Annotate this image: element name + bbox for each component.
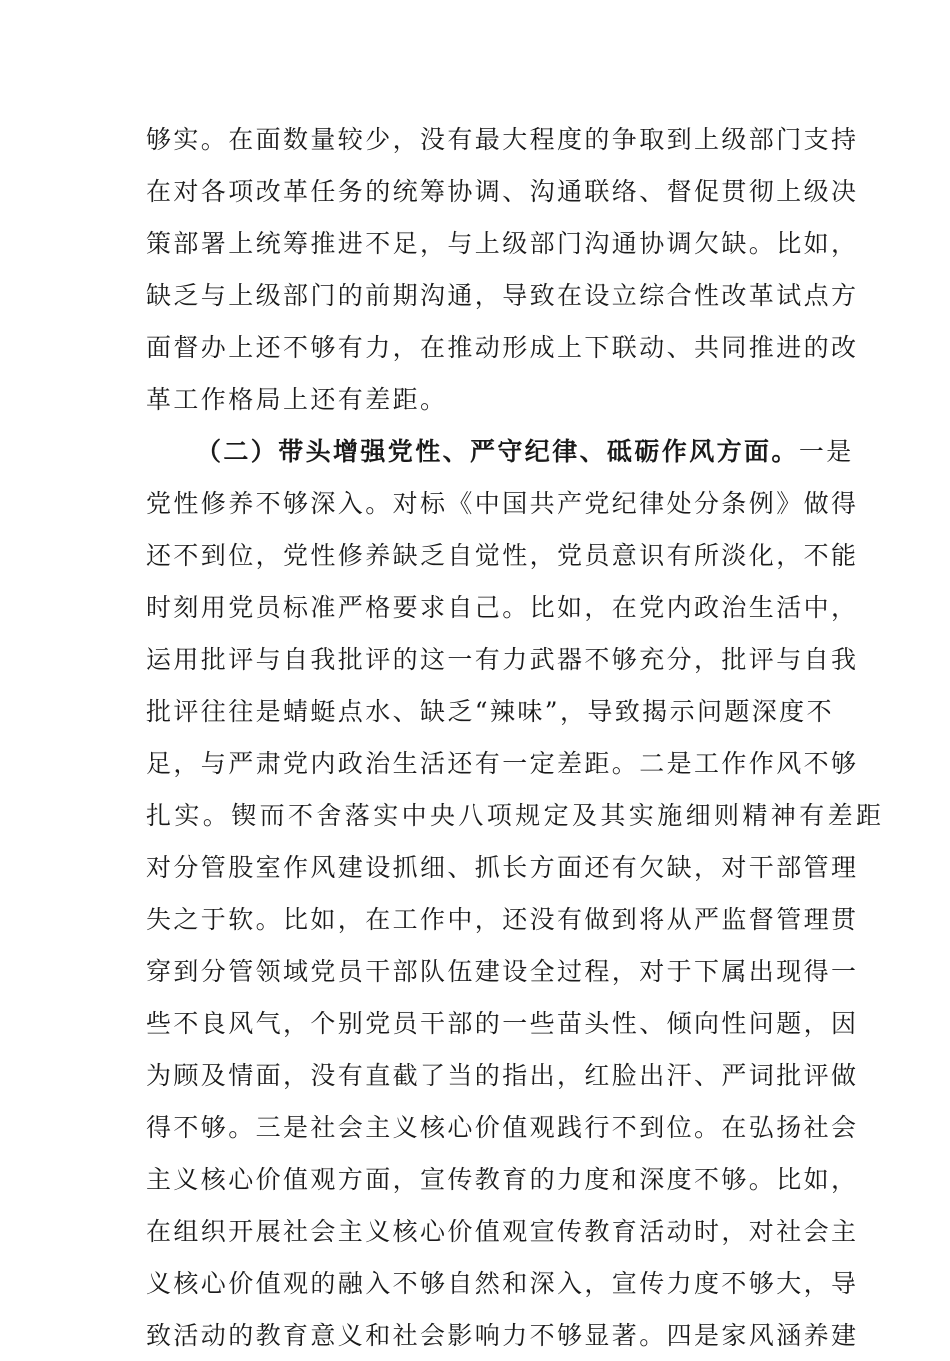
text-line: 些不良风气，个别党员干部的一些苗头性、倾向性问题，因 xyxy=(146,1009,859,1038)
section-heading-line xyxy=(196,427,854,477)
text-line: 够实。在面数量较少，没有最大程度的争取到上级部门支持 xyxy=(146,125,859,154)
section-heading: （二）带头增强党性、严守纪律、砥砺作风方面。 xyxy=(196,437,799,466)
text-line: 得不够。三是社会主义核心价值观践行不到位。在弘扬社会 xyxy=(146,1113,859,1142)
text-line: 足，与严肃党内政治生活还有一定差距。二是工作作风不够 xyxy=(146,749,859,778)
text-line: 党性修养不够深入。对标《中国共产党纪律处分条例》做得 xyxy=(146,489,859,518)
text-line: 致活动的教育意义和社会影响力不够显著。四是家风涵养建 xyxy=(146,1321,859,1350)
text-line: 缺乏与上级部门的前期沟通，导致在设立综合性改革试点方 xyxy=(146,281,859,310)
text-line: 为顾及情面，没有直截了当的指出，红脸出汗、严词批评做 xyxy=(146,1061,859,1090)
text-line: 还不到位，党性修养缺乏自觉性，党员意识有所淡化，不能 xyxy=(146,541,859,570)
text-line: 批评往往是蜻蜓点水、缺乏“辣味”，导致揭示问题深度不 xyxy=(146,697,834,726)
text-line: 运用批评与自我批评的这一有力武器不够充分，批评与自我 xyxy=(146,645,859,674)
heading-continuation: 一是 xyxy=(798,437,854,466)
text-line: 主义核心价值观方面，宣传教育的力度和深度不够。比如， xyxy=(146,1165,859,1194)
text-line: 穿到分管领域党员干部队伍建设全过程，对于下属出现得一 xyxy=(146,957,859,986)
text-line: 革工作格局上还有差距。 xyxy=(146,385,448,414)
text-line: 在组织开展社会主义核心价值观宣传教育活动时，对社会主 xyxy=(146,1217,859,1246)
text-line: 对分管股室作风建设抓细、抓长方面还有欠缺，对干部管理 xyxy=(146,853,859,882)
text-line: 扎实。锲而不舍落实中央八项规定及其实施细则精神有差距 xyxy=(146,801,885,830)
text-line: 策部署上统筹推进不足，与上级部门沟通协调欠缺。比如， xyxy=(146,229,859,258)
text-line: 在对各项改革任务的统筹协调、沟通联络、督促贯彻上级决 xyxy=(146,177,859,206)
text-line: 面督办上还不够有力，在推动形成上下联动、共同推进的改 xyxy=(146,333,859,362)
text-line: 义核心价值观的融入不够自然和深入，宣传力度不够大，导 xyxy=(146,1269,859,1298)
text-line: 失之于软。比如，在工作中，还没有做到将从严监督管理贯 xyxy=(146,905,859,934)
text-line: 时刻用党员标准严格要求自己。比如，在党内政治生活中， xyxy=(146,593,859,622)
